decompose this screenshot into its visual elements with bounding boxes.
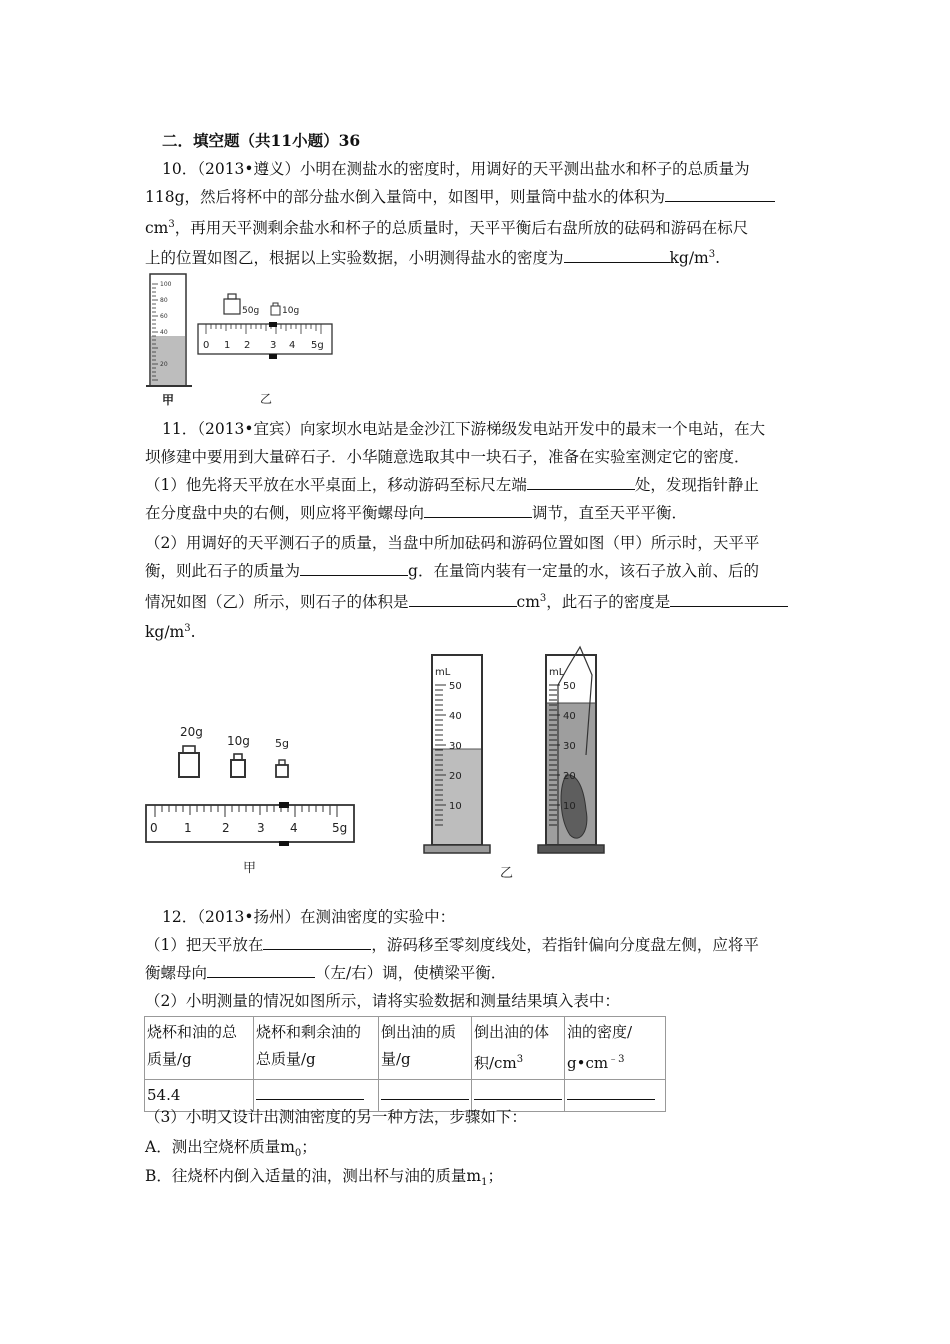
q12-line-4: （2）小明测量的情况如图所示，请将实验数据和测量结果填入表中： bbox=[145, 992, 620, 1010]
q11-blank-density[interactable] bbox=[670, 591, 788, 607]
q11-blank-mass[interactable] bbox=[300, 560, 408, 576]
q10-ruler-label: 5g bbox=[311, 340, 324, 351]
q12-step-b: B．往烧杯内倒入适量的油，测出杯与油的质量$m_1$； bbox=[145, 1167, 503, 1189]
q10-blank-density[interactable] bbox=[564, 247, 670, 263]
q11-ruler-label: 5g bbox=[332, 821, 348, 835]
q10-line-2: 118g，然后将杯中的部分盐水倒入量筒中，如图甲，则量筒中盐水的体积为 bbox=[145, 186, 775, 208]
q10-ruler-label: 1 bbox=[224, 340, 231, 351]
q10-ruler-label: 2 bbox=[244, 340, 251, 351]
q11-balance-figure bbox=[140, 720, 365, 880]
q11-cyl-tick: 50 bbox=[449, 681, 462, 692]
q11-cylinders-figure bbox=[418, 645, 618, 885]
q12-blank-direction[interactable] bbox=[207, 962, 315, 978]
table-header-cell: 烧杯和剩余油的 总质量/g bbox=[254, 1017, 379, 1080]
q11-weight-label: 10g bbox=[227, 734, 250, 748]
q10-line-3: $cm^3$，再用天平测剩余盐水和杯子的总质量时，天平平衡后右盘所放的砝码和游码在标尺 bbox=[145, 219, 749, 238]
q12-blank-place[interactable] bbox=[263, 934, 371, 950]
q10-ruler-label: 0 bbox=[203, 340, 210, 351]
q11-cyl-tick: 50 bbox=[563, 681, 576, 692]
q11-cyl-tick: 30 bbox=[563, 741, 576, 752]
q10-cyl-tick: 20 bbox=[160, 361, 168, 368]
q11-ruler-label: 2 bbox=[222, 821, 230, 835]
q12-line-5: （3）小明又设计出测油密度的另一种方法，步骤如下： bbox=[145, 1108, 527, 1126]
q11-blank-direction[interactable] bbox=[424, 502, 532, 518]
q10-cyl-tick: 100 bbox=[160, 281, 172, 288]
q10-ruler-label: 4 bbox=[289, 340, 296, 351]
q11-fig-label-yi: 乙 bbox=[500, 866, 514, 881]
q12-line-1: 12．（2013•扬州）在测油密度的实验中： bbox=[162, 908, 456, 926]
q11-fig-label-jia: 甲 bbox=[243, 861, 257, 876]
weight-10g-icon bbox=[271, 303, 280, 315]
q10-weight-label: 10g bbox=[282, 306, 300, 316]
q11-cyl-tick: 40 bbox=[563, 711, 576, 722]
q10-cyl-tick: 60 bbox=[160, 313, 168, 320]
q11-line-2: 坝修建中要用到大量碎石子．小华随意选取其中一块石子，准备在实验室测定它的密度． bbox=[145, 448, 750, 466]
q10-balance-figure bbox=[192, 286, 338, 408]
weight-10g-icon bbox=[231, 754, 245, 777]
q11-line-6: 衡，则此石子的质量为 g．在量筒内装有一定量的水，该石子放入前、后的 bbox=[145, 562, 759, 580]
q11-cyl-tick: 10 bbox=[449, 801, 462, 812]
table-header-cell: 油的密度/ $g•cm^{﹣3}$ bbox=[565, 1017, 666, 1080]
q10-ruler-label: 3 bbox=[270, 340, 277, 351]
q12-line-2: （1）把天平放在 ，游码移至零刻度线处，若指针偏向分度盘左侧，应将平 bbox=[145, 936, 759, 954]
q11-blank-volume[interactable] bbox=[409, 591, 517, 607]
table-header-cell: 倒出油的质 量/g bbox=[379, 1017, 472, 1080]
weight-20g-icon bbox=[179, 746, 199, 777]
q11-blank-zero-mark[interactable] bbox=[527, 474, 635, 490]
q11-line-4: 在分度盘中央的右侧，则应将平衡螺母向 调节，直至天平平衡． bbox=[145, 504, 688, 522]
q12-data-table bbox=[144, 1016, 666, 1112]
q11-ruler-label: 3 bbox=[257, 821, 265, 835]
q12-step-a: A．测出空烧杯质量$m_0$； bbox=[145, 1138, 317, 1160]
q11-cyl-tick: 20 bbox=[563, 771, 576, 782]
q11-cyl-tick: 40 bbox=[449, 711, 462, 722]
q11-ruler-label: 1 bbox=[184, 821, 192, 835]
table-header-cell: 烧杯和油的总 质量/g bbox=[145, 1017, 254, 1080]
q11-cyl-tick: 30 bbox=[449, 741, 462, 752]
table-header-row bbox=[145, 1017, 666, 1080]
q11-ruler-label: 4 bbox=[290, 821, 298, 835]
q10-line-1: 10．（2013•遵义）小明在测盐水的密度时，用调好的天平测出盐水和杯子的总质量为 bbox=[162, 160, 750, 178]
q10-fig-label-jia: 甲 bbox=[162, 393, 175, 407]
weight-50g-icon bbox=[224, 294, 240, 314]
q11-line-8: $kg/m^3$. bbox=[145, 623, 196, 642]
q11-line-5: （2）用调好的天平测石子的质量，当盘中所加砝码和游码位置如图（甲）所示时，天平平 bbox=[145, 534, 760, 552]
q11-line-1: 11．（2013•宜宾）向家坝水电站是金沙江下游梯级发电站开发中的最末一个电站，在大 bbox=[162, 420, 766, 438]
q10-weight-label: 50g bbox=[242, 306, 260, 316]
section-title: 二．填空题（共11小题）36 bbox=[162, 131, 361, 150]
q10-cylinder-figure bbox=[140, 270, 200, 408]
weight-5g-icon bbox=[276, 760, 288, 777]
q11-rider-marker bbox=[279, 802, 289, 808]
q11-cylinder-after bbox=[538, 647, 604, 853]
q12-line-3: 衡螺母向 （左/右）调，使横梁平衡． bbox=[145, 964, 507, 982]
q10-rider-marker bbox=[269, 322, 277, 327]
table-cell-total-mass: 54.4 bbox=[145, 1080, 254, 1112]
q11-weight-label: 5g bbox=[275, 737, 289, 750]
q11-cylinder-before bbox=[424, 655, 490, 853]
table-cell-blank[interactable] bbox=[565, 1080, 666, 1112]
q10-cyl-tick: 40 bbox=[160, 329, 168, 336]
q10-cyl-tick: 80 bbox=[160, 297, 168, 304]
q11-line-7: 情况如图（乙）所示，则石子的体积是 $cm^3$，此石子的密度是 bbox=[145, 588, 788, 613]
q11-ruler-label: 0 bbox=[150, 821, 158, 835]
q11-cyl-tick: 20 bbox=[449, 771, 462, 782]
q11-weight-label: 20g bbox=[180, 725, 203, 739]
q10-blank-volume[interactable] bbox=[665, 186, 775, 202]
table-header-cell: 倒出油的体 积$/cm^3$ bbox=[472, 1017, 565, 1080]
q11-cyl-tick: 10 bbox=[563, 801, 576, 812]
q10-line-4: 上的位置如图乙，根据以上实验数据，小明测得盐水的密度为 $kg/m^3$. bbox=[145, 249, 721, 268]
q10-fig-label-yi: 乙 bbox=[260, 392, 273, 406]
q11-cyl-unit: mL bbox=[435, 667, 451, 678]
q11-line-3: （1）他先将天平放在水平桌面上，移动游码至标尺左端 处，发现指针静止 bbox=[145, 476, 759, 494]
q11-cyl-unit: mL bbox=[549, 667, 565, 678]
